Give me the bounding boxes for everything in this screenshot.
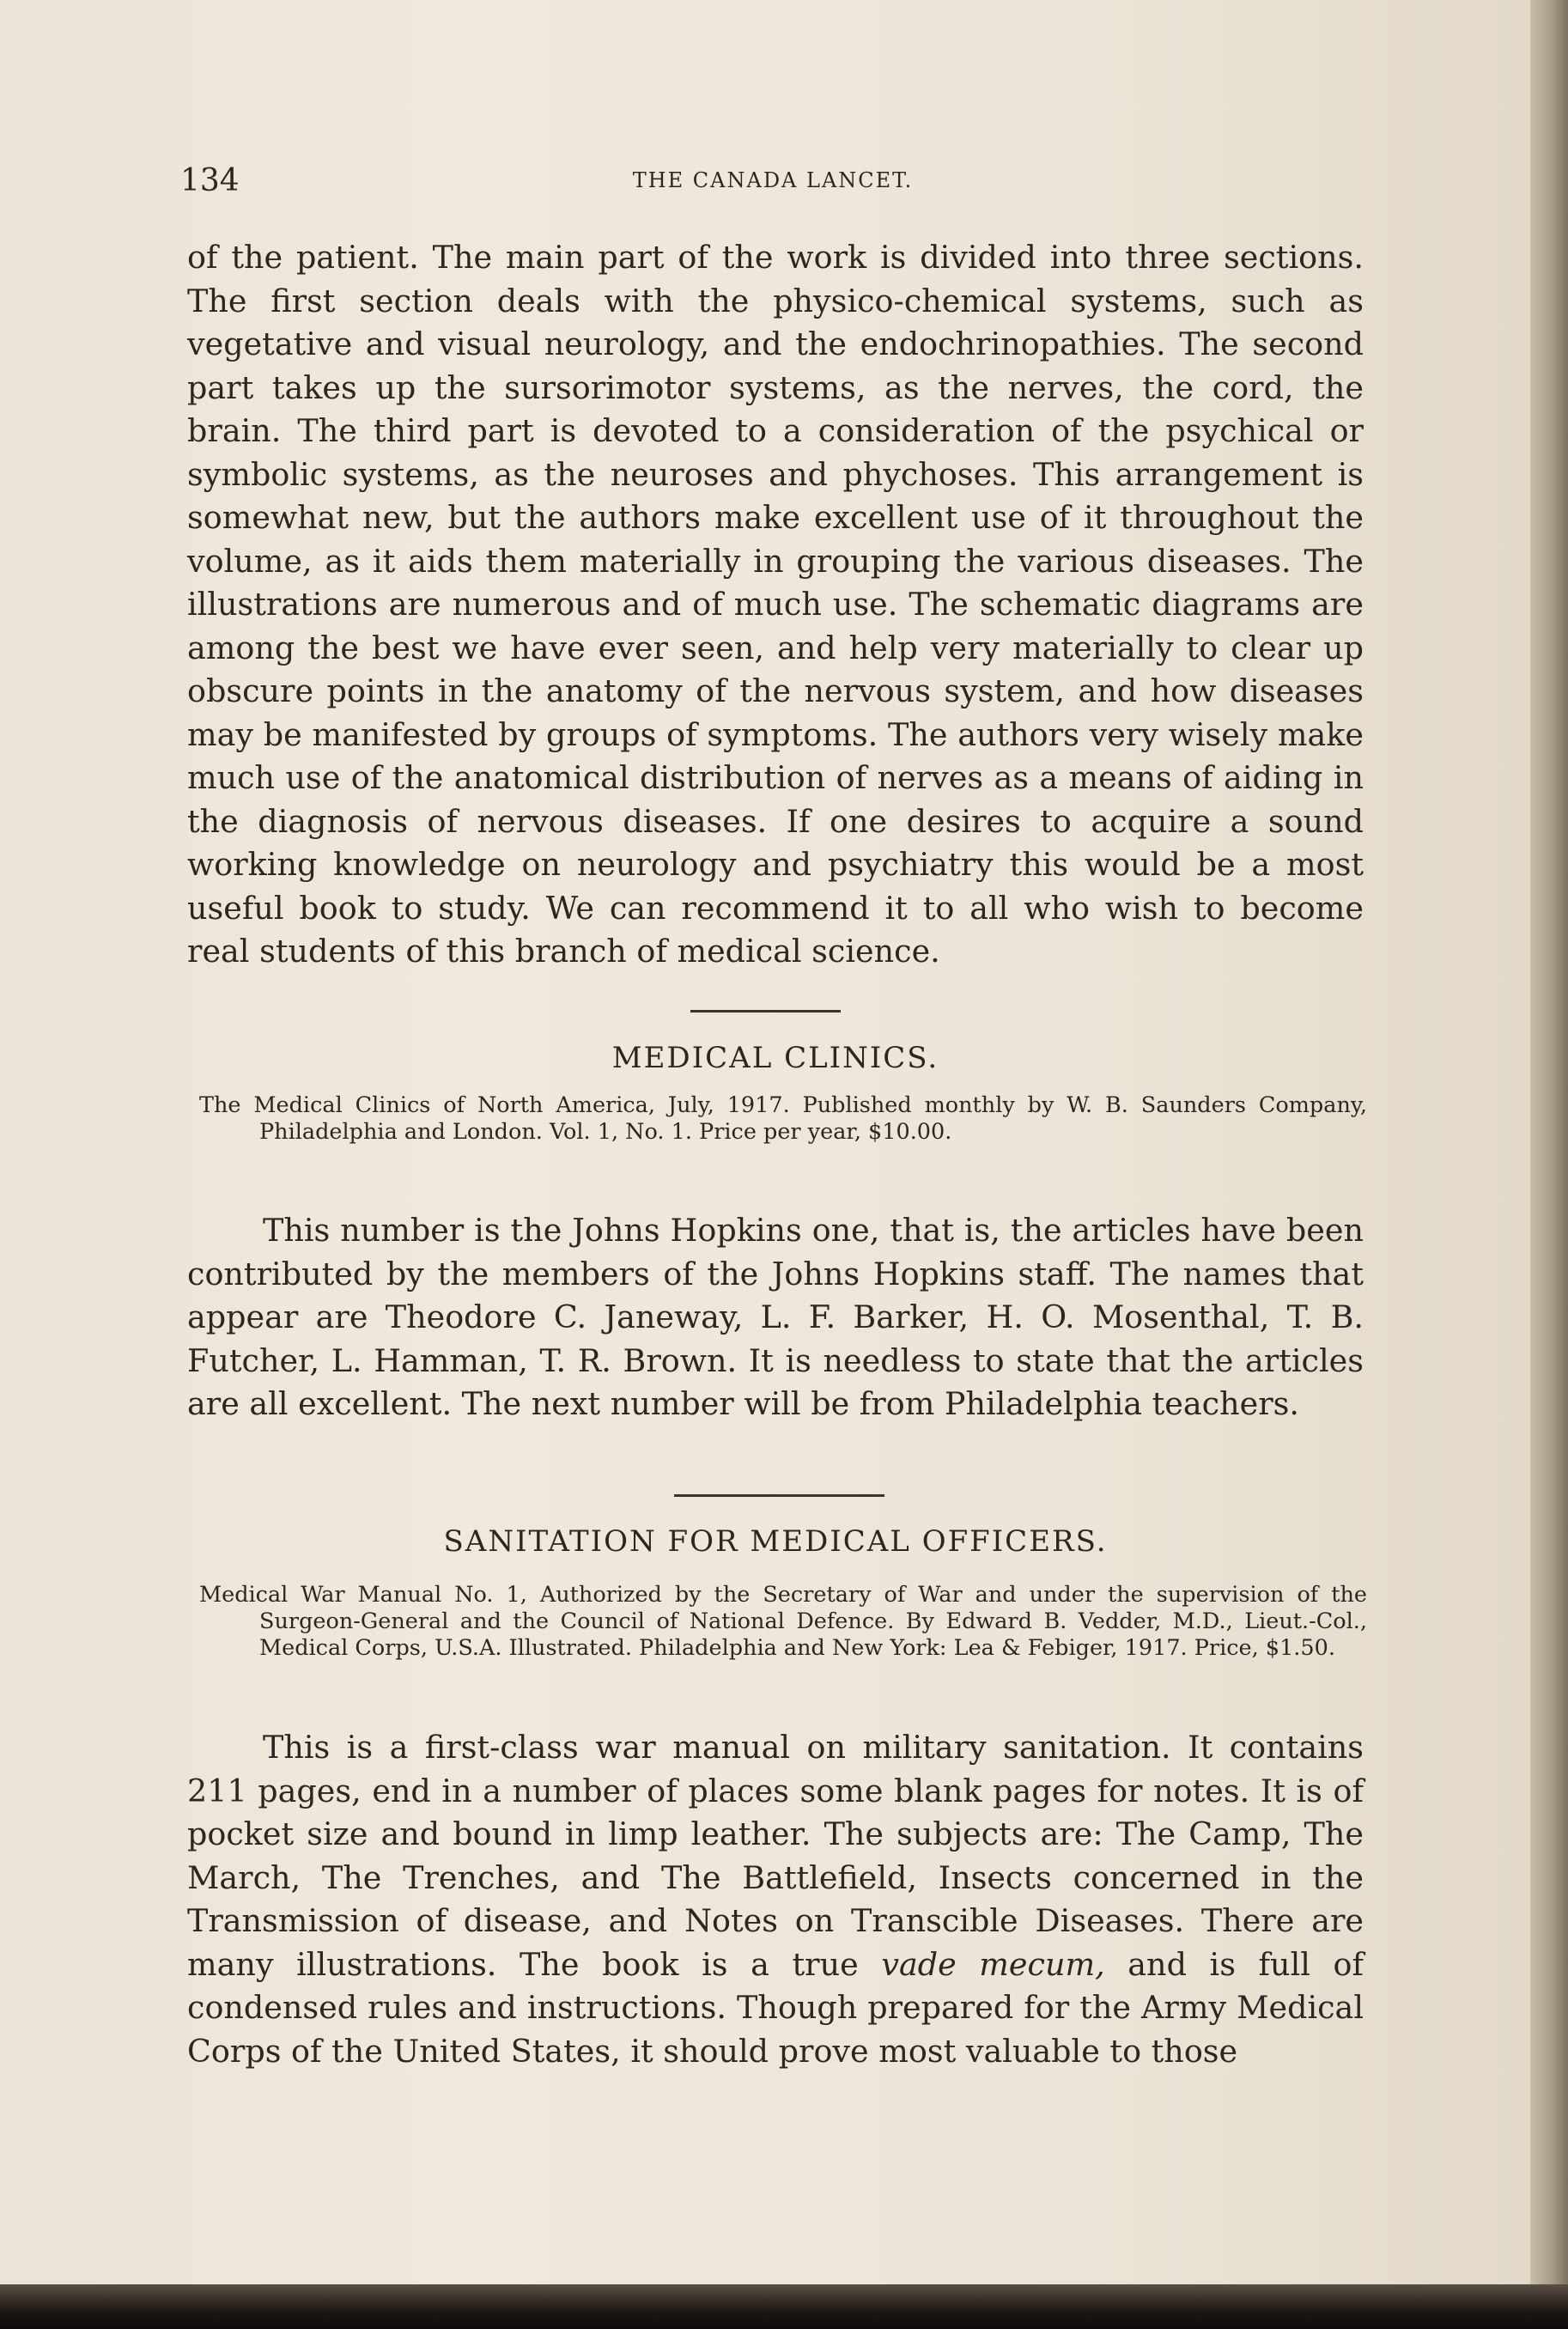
page-bottom-shadow (0, 2284, 1568, 2329)
section-heading-medical-clinics: MEDICAL CLINICS. (611, 1041, 939, 1075)
section-heading-sanitation: SANITATION FOR MEDICAL OFFICERS. (443, 1524, 1108, 1559)
section-divider (690, 1010, 841, 1012)
book-citation-sanitation: Medical War Manual No. 1, Authorized by the Secretary of War and under the supervision of the Surgeon-General and the Council of National Defence. By Edward B. Vedder, M.D., Lieut.-Col., Medical Corps, U.S.A. Illustrated. Philadelphia and New York: Lea & Febiger, 1917. Price, $1.50. (199, 1582, 1367, 1661)
page-number: 134 (180, 163, 240, 198)
review-paragraph-sanitation (187, 1726, 1364, 2073)
review-text-medical-clinics: This number is the Johns Hopkins one, that is, the articles have been contributed by the members of the Johns Hopkins staff. The names that appear are Theodore C. Janeway, L. F. Barker, H. O. Mosenthal, T. B. Futcher, L. Hamman, T. R. Brown. It is needless to state that the articles are all excellent. The next number will be from Philadelphia teachers. (187, 1212, 1364, 1422)
review-text-sanitation (187, 1726, 1364, 2073)
italic-phrase-vade-mecum: vade mecum, (881, 1945, 1105, 1983)
book-spine-edge (1530, 0, 1568, 2329)
review-continuation-text: of the patient. The main part of the work is divided into three sections. The first section deals with the physico-chemical systems, such as vegetative and visual neurology, and the endochrinopathies. The second part takes up the sursorimotor systems, as the nerves, the cord, the brain. The third part is devoted to a consideration of the psychical or symbolic systems, as the neuroses and phychoses. This arrangement is somewhat new, but the authors make excellent use of it throughout the volume, as it aids them materially in grouping the various diseases. The illustrations are numerous and of much use. The schematic diagrams are among the best we have ever seen, and help very materially to clear up obscure points in the anatomy of the nervous system, and how diseases may be manifested by groups of symptoms. The authors very wisely make much use of the anatomical distribution of nerves as a means of aiding in the diagnosis of nervous diseases. If one desires to acquire a sound working knowledge on neurology and psychiatry this would be a most useful book to study. We can recommend it to all who wish to become real students of this branch of medical science. (187, 239, 1364, 970)
page-header (180, 163, 1365, 206)
review-text-sanitation-part-1: This is a first-class war manual on military sanitation. It contains 211 pages, end in a number of places some blank pages for notes. It is of pocket size and bound in limp leather. The subjects are: The Camp, The March, The Trenches, and The Battlefield, Insects concerned in the Transmission of disease, and Notes on Transcible Diseases. There are many illustrations. The book is a true (187, 1729, 1364, 1983)
section-divider (674, 1494, 884, 1497)
book-citation-medical-clinics: The Medical Clinics of North America, July, 1917. Published monthly by W. B. Saunders Company, Philadelphia and London. Vol. 1, No. 1. Price per year, $10.00. (199, 1092, 1367, 1145)
review-text-sanitation-part-2: and is full of condensed rules and instructions. Though prepared for the Army Medical Corps of the United States, it should prove most valuable to those (187, 1945, 1364, 2070)
review-paragraph-medical-clinics (187, 1209, 1364, 1426)
review-continuation-paragraph (187, 236, 1364, 974)
running-head: THE CANADA LANCET. (632, 168, 914, 192)
